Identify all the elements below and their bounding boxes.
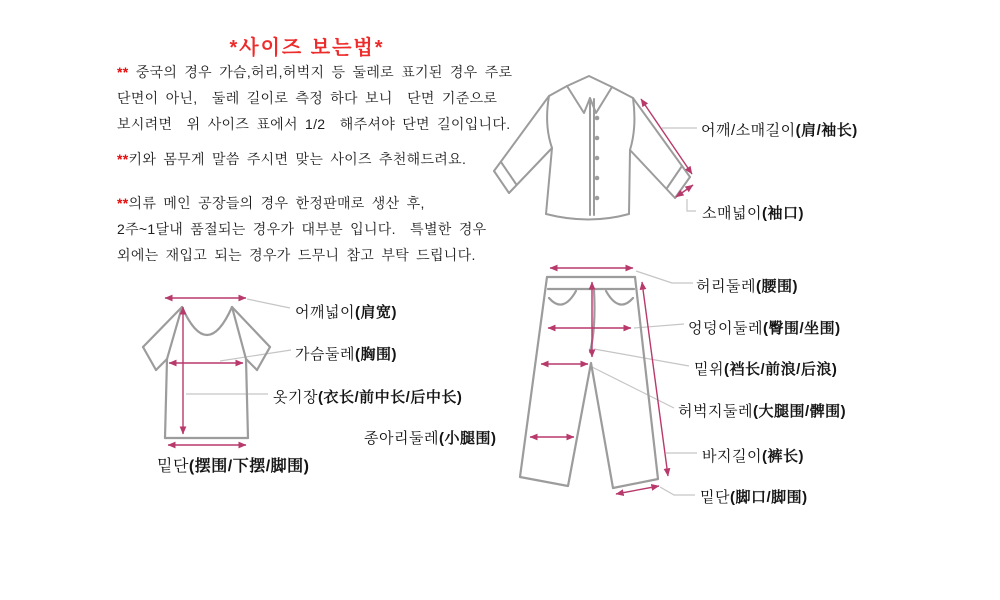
shirt-buttons bbox=[595, 116, 600, 201]
note-line: **키와 몸무게 말씀 주시면 맞는 사이즈 추천해드려요. bbox=[117, 151, 467, 167]
pants-diagram bbox=[520, 277, 658, 488]
note-line: ** 중국의 경우 가슴,허리,허벅지 등 둘레로 표기된 경우 주로 bbox=[117, 64, 513, 80]
note-line: 단면이 아닌, 둘레 길이로 측정 하다 보니 단면 기준으로 bbox=[117, 90, 498, 106]
label-waist-circumference: 허리둘레(腰围) bbox=[696, 278, 798, 295]
red-asterisk-marker: ** bbox=[117, 195, 129, 211]
note-line: 2주~1달내 품절되는 경우가 대부분 입니다. 특별한 경우 bbox=[117, 221, 487, 237]
red-asterisk-marker: ** bbox=[117, 151, 129, 167]
note-restock-notice bbox=[117, 190, 486, 268]
label-pants-length: 바지길이(裤长) bbox=[702, 448, 804, 465]
label-chest-circumference: 가슴둘레(胸围) bbox=[295, 346, 397, 363]
red-asterisk-marker: ** bbox=[117, 64, 129, 80]
tshirt-diagram bbox=[143, 307, 270, 438]
note-line: **의류 메인 공장들의 경우 한정판매로 생산 후, bbox=[117, 195, 425, 211]
note-line: 보시려면 위 사이즈 표에서 1/2 해주셔야 단면 길이입니다. bbox=[117, 116, 511, 132]
label-shoulder-width: 어깨넓이(肩宽) bbox=[295, 304, 397, 321]
label-calf-circumference: 종아리둘레(小腿围) bbox=[364, 430, 497, 447]
label-crotch-rise: 밑위(裆长/前浪/后浪) bbox=[694, 361, 838, 378]
label-shoulder-sleeve-length: 어깨/소매길이(肩/袖长) bbox=[701, 122, 858, 139]
label-thigh-circumference: 허벅지둘레(大腿围/髀围) bbox=[678, 403, 847, 420]
note-line: 외에는 재입고 되는 경우가 드무니 참고 부탁 드립니다. bbox=[117, 247, 476, 263]
note-size-recommendation bbox=[117, 146, 466, 172]
label-sleeve-width: 소매넓이(袖口) bbox=[702, 205, 804, 222]
label-top-hem-width: 밑단(摆围/下摆/脚围) bbox=[157, 458, 310, 475]
label-garment-length: 옷기장(衣长/前中长/后中长) bbox=[273, 389, 463, 406]
shirt-diagram bbox=[494, 76, 690, 220]
label-hip-circumference: 엉덩이둘레(臀围/坐围) bbox=[688, 320, 841, 337]
page-title: *사이즈 보는법* bbox=[229, 37, 385, 59]
label-pants-hem-width: 밑단(脚口/脚围) bbox=[700, 489, 808, 506]
note-size-measure-explanation bbox=[117, 59, 512, 137]
